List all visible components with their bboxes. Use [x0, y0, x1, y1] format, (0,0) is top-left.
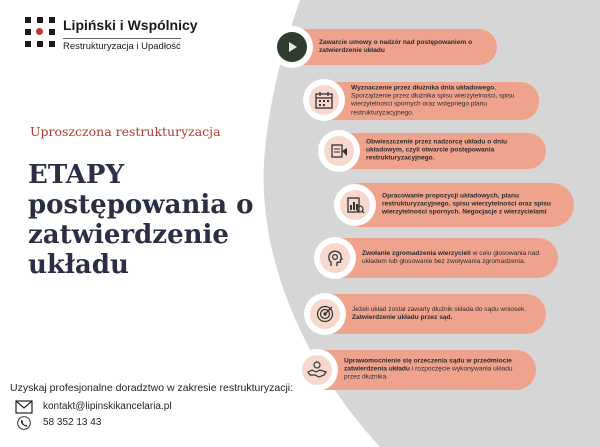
step-1-text: Zawarcie umowy o nadzór nad postępowaniem o zatwierdzenie układu [319, 38, 473, 54]
brand-name: Lipiński i Wspólnicy [63, 17, 198, 33]
step-5-text: Zwołanie zgromadzenia wierzycieli w celu głosowania nad układem lub głosowanie bez zwoływania zgromadzenia. [362, 249, 540, 265]
envelope-icon [15, 400, 33, 414]
step-3 [322, 133, 546, 169]
phone-icon [15, 416, 33, 430]
title-line-4: układu [28, 250, 129, 280]
page-subtitle: Uproszczona restrukturyzacja [30, 124, 221, 139]
contact-phone[interactable]: 58 352 13 43 [43, 417, 102, 428]
logo-mark [25, 17, 55, 51]
announcement-icon [329, 141, 349, 161]
step-4-text: Opracowanie propozycji układowych, planu restrukturyzacyjnego, spisu wierzytelności oraz spisu wierzytelności spornych. Negocjacje z wierzycielami [382, 192, 551, 217]
step-4 [338, 183, 574, 227]
step-6-text: Jeżeli układ został zawarty dłużnik składa do sądu wniosek. Zatwierdzenie układu przez sąd. [352, 305, 527, 321]
title-line-1: ETAPY [28, 160, 125, 190]
contact-phone-row[interactable] [15, 416, 155, 432]
step-5 [318, 238, 558, 278]
contact-email[interactable]: kontakt@lipinskikancelaria.pl [43, 401, 172, 412]
step-7-text: Uprawomocnienie się orzeczenia sądu w przedmiocie zatwierdzenia układu i rozpoczęcie wykonywania układu przez dłużnika. [344, 357, 513, 382]
step-6 [308, 294, 546, 334]
brand-logo [25, 17, 225, 51]
head-gears-icon [325, 248, 345, 268]
step-3-text: Obwieszczenie przez nadzorcę układu o dniu układowym, czyli otwarcie postępowania restrukturyzacyjnego. [366, 138, 508, 163]
contact-email-row[interactable] [15, 400, 215, 416]
play-icon [285, 40, 299, 54]
target-icon [315, 304, 335, 324]
step-1 [275, 29, 497, 65]
calendar-icon [314, 90, 334, 110]
step-2-text: Wyznaczenie przez dłużnika dnia układowego. Sporządzenie przez dłużnika spisu wierzytelności, spisu wierzytelności spornych oraz wstępnego planu restrukturyzacyjnego. [351, 84, 515, 117]
handshake-icon [307, 360, 327, 380]
document-chart-icon [345, 195, 365, 215]
step-2 [307, 82, 539, 120]
step-7 [300, 350, 536, 390]
page-title [28, 160, 278, 280]
contact-lead: Uzyskaj profesjonalne doradztwo w zakresie restrukturyzacji: [10, 382, 294, 394]
brand-tagline: Restrukturyzacja i Upadłość [63, 38, 181, 52]
title-line-3: zatwierdzenie [28, 220, 229, 250]
title-line-2: postępowania o [28, 190, 254, 220]
